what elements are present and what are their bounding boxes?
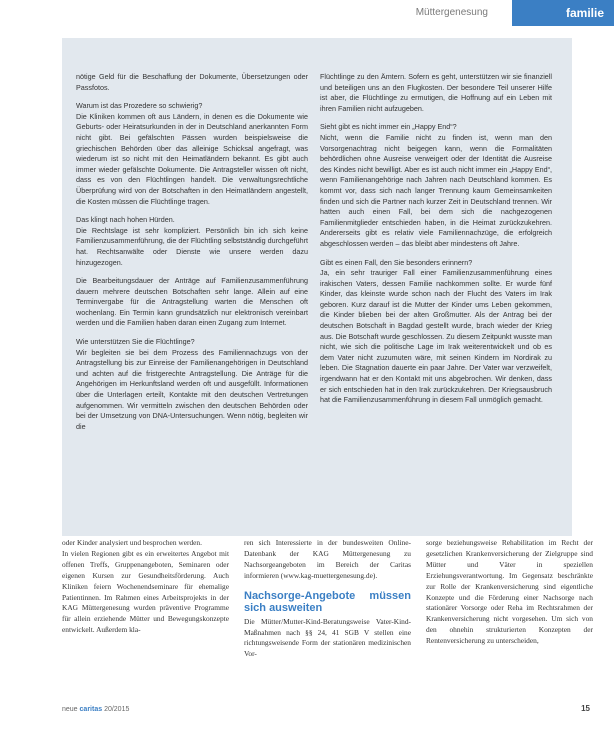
section-label: Müttergenesung — [415, 7, 488, 18]
page-header — [0, 0, 614, 28]
article-paragraph: sorge beziehungsweise Rehabilitation im Recht der gesetzlichen Krankenversicherung der Zielgruppe sind Mütter und Väter in speziellen Erziehungsverantwortung. Im Gegensatz beschränkte zur Rolle der Krankenversicherung sind eigentliche Konzepte und die Förderung einer Nachsorge nach stationärer Vorsorge oder Reha im Rechtsrahmen der Krankenversicherung nicht vorgesehen. Um sich von den ohnehin strukturierten Konzepten der Rentenversicherung zu unterscheiden, — [426, 538, 593, 646]
magazine-footer — [62, 706, 129, 713]
article-body — [62, 538, 594, 698]
interview-paragraph: Gibt es einen Fall, den Sie besonders erinnern? Ja, ein sehr trauriger Fall einer Familienzusammenführung eines irakischen Vaters, dessen Familie nachkommen sollte. Er wurde fünf Kinder, das kleinste wurde schon nach der Flucht des Vaters im Irak geboren. Kurz darauf ist die Mutter der Kinder ums Leben gekommen, die Kinder blieben bei der alten Großmutter. Als der Antrag bei der deutschen Botschaft in Bagdad gestellt wurde, brach wieder der Krieg aus. Die Botschaft wurde geschlossen. Zu diesem Zeitpunkt wusste man nicht, wie sich die politische Lage im Irak weiterentwickelt und ob es dem Vater nicht zuzumuten wäre, mit seinen Kindern im Nordirak zu leben. Die Stagnation dauerte ein paar Jahre. Der Vater war verzweifelt, irgendwann hat er den Kontakt mit uns abgebrochen. Wir denken, dass er sich entschieden hat in den Irak zurückzukehren. Der Kriegsausbruch hat die Familienzusammenführung in diesem Fall unmöglich gemacht. — [320, 257, 552, 405]
interview-paragraph: nötige Geld für die Beschaffung der Dokumente, Übersetzungen oder Passfotos. — [76, 72, 308, 92]
article-column-3 — [426, 538, 593, 647]
interview-paragraph: Wie unterstützen Sie die Flüchtlinge? Wir begleiten sie bei dem Prozess des Familiennachzugs von der Antragstellung bis zur Einreise der Familienangehörigen in Deutschland und achten auf die fristgerechte Antragstellung. Die Anträge für die Angehörigen im Herkunftsland werden oft und ausgefüllt. Informationen über die Unterlagen erteilt, Kontakte mit den deutschen Vertretungen aufgenommen. Wir vermitteln zwischen den deutschen Behörden oder bei der Umsetzung von DNA-Untersuchungen. Wenn nötig, begleiten wir die — [76, 337, 308, 431]
article-paragraph: oder Kinder analysiert und besprochen werden. In vielen Regionen gibt es ein erweitertes Angebot mit offenen Treffs, Gruppenangeboten, Seminaren oder eigenen Kursen zur Gesundheitsförderung. Auch Kliniken feiern Wochenendseminare für ehemalige Patientinnen. Im Rahmen eines Arbeitsprojekts in der KAG Müttergenesung wurden präventive Programme für allein erziehende Mütter und Bewegungskonzepte entwickelt. Außerdem kla- — [62, 538, 229, 635]
interview-paragraph: Flüchtlinge zu den Ämtern. Sofern es geht, unterstützen wir sie finanziell und beteiligen uns an den Flugkosten. Der besondere Teil unserer Hilfe ist aber, die Flüchtlinge zu ermutigen, die Hoffnung auf ein Leben mit ihren Familien nicht aufzugeben. — [320, 72, 552, 113]
magazine-issue: 20/2015 — [104, 706, 130, 713]
interview-box — [62, 38, 572, 536]
interview-right-column — [320, 72, 552, 414]
article-paragraph: ren sich Interessierte in der bundesweiten Online-Datenbank der KAG Müttergenesung zu Nachsorgeangeboten im Bereich der Caritas informieren (www.kag-muettergenesung.de). — [244, 538, 411, 580]
interview-left-column — [76, 72, 308, 440]
interview-paragraph: Sieht gibt es nicht immer ein „Happy End“? Nicht, wenn die Familie nicht zu finden ist, wenn man den Vorsorgenachtrag nicht beigegen kann, wenn die Formalitäten behördlichen ohne Ausreise verweigert oder der Identität die Ausreise des Kindes nicht bewilligt. Aber es ist auch nicht immer ein „Happy End“, wenn Familienangehörige nach Jahren nach Deutschland kommen. Es kommt vor, dass sich nach langer Trennung kaum Gemeinsamkeiten finden und sich die Partner nach kurzer Zeit in Deutschland trennen. Wir hatten auch einen Fall, bei dem sich die nachgezogenen Familienmitglieder entschieden haben, in die Heimat zurückzukehren. Andererseits gibt es relativ viele Familiennachzüge, die erfolgreich abgeschlossen werden – das bleibt aber mindestens oft Jahre. — [320, 122, 552, 248]
article-subheading: Nachsorge-Angebote müssen sich ausweiten — [244, 589, 411, 614]
article-column-2 — [244, 538, 411, 660]
article-paragraph: Die Mütter/Mutter-Kind-Beratungsweise Vater-Kind-Maßnahmen nach §§ 24, 41 SGB V stellen eine richtungsweisende Form der stationären medizinischen Vor- — [244, 616, 411, 659]
page-number: 15 — [581, 704, 590, 713]
interview-paragraph: Warum ist das Prozedere so schwierig? Die Kliniken kommen oft aus Ländern, in denen es die Dokumente wie Geburts- oder Heiratsurkunden in der in Deutschland anerkannten Form nicht gibt. Bei gefälschten Pässen wurden beispielsweise die griechischen Behörden über das alleinige Schicksal angefragt, was wiederum ist so nicht mit den Heimatländern bekannt. Es gibt auch immer wieder gefälschte Dokumente. Die Antragsteller wissen oft nicht, dass es von den Flüchtlingen handelt. Die verwaltungsrechtliche Überprüfung wird von der Botschaften in den Heimatländern angestellt, die Kosten müssen die Flüchtlinge tragen. — [76, 101, 308, 206]
magazine-name: caritas — [79, 706, 103, 713]
category-tab: familie — [512, 0, 614, 26]
article-column-1 — [62, 538, 229, 636]
interview-paragraph: Die Bearbeitungsdauer der Anträge auf Familienzusammenführung dauern mehrere deutschen Botschaften sehr lange. Allein auf eine Terminvergabe für die Antragstellung warten die Menschen oft wochenlang. Ein Termin kann grundsätzlich nur elektronisch vereinbart werden und die Familien haben daran einen Zugang zum Internet. — [76, 276, 308, 328]
interview-paragraph: Das klingt nach hohen Hürden. Die Rechtslage ist sehr kompliziert. Persönlich bin ich sich keine Familienzusammenführung, die der Flüchtling selbstständig durchgeführt hat. Rechtsanwälte oder Dienste wie unsere werden dazu hinzugezogen. — [76, 215, 308, 267]
magazine-prefix: neue — [62, 706, 78, 713]
